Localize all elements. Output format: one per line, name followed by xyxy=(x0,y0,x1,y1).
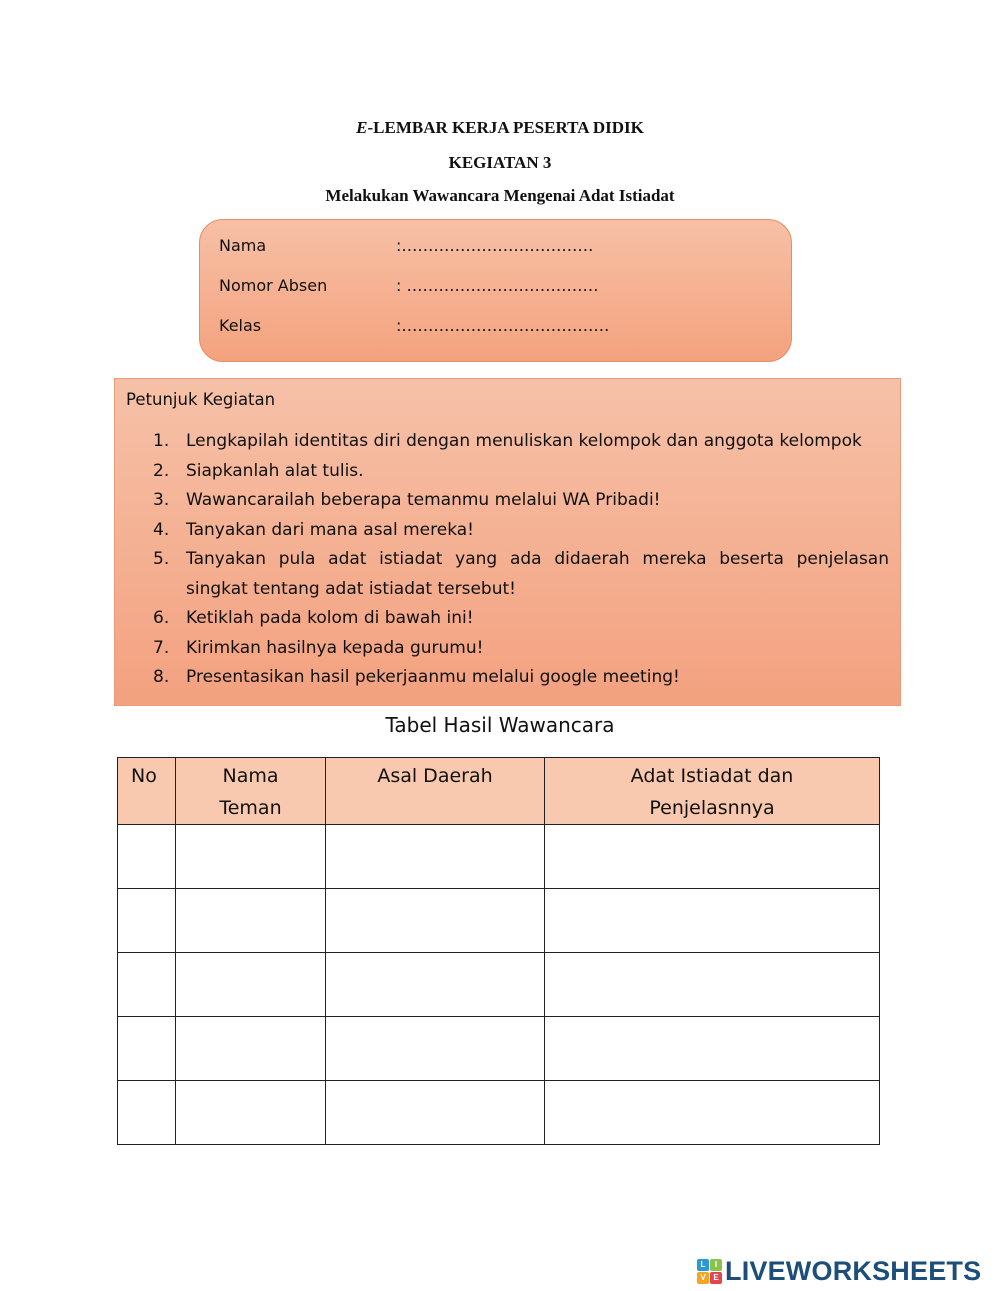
liveworksheets-logo-text: LIVEWORKSHEETS xyxy=(725,1255,982,1286)
table-row xyxy=(118,1017,880,1081)
logo-letter-e: E xyxy=(710,1272,722,1284)
cell-nama-teman[interactable] xyxy=(176,1081,326,1145)
instruction-item xyxy=(153,663,889,693)
instruction-text: Ketiklah pada kolom di bawah ini! xyxy=(186,608,474,628)
instruction-number: 8. xyxy=(153,667,170,687)
kelas-field[interactable]: :………………………………… xyxy=(396,316,610,335)
header-nama-teman xyxy=(176,758,326,825)
cell-nama-teman[interactable] xyxy=(176,889,326,953)
table-row xyxy=(118,825,880,889)
instruction-text: Tanyakan dari mana asal mereka! xyxy=(186,519,474,540)
cell-asal-daerah[interactable] xyxy=(326,953,545,1017)
identity-box xyxy=(199,219,792,362)
table-title: Tabel Hasil Wawancara xyxy=(385,713,615,737)
instruction-text: Kirimkan hasilnya kepada gurumu! xyxy=(186,637,484,658)
instruction-box xyxy=(114,378,901,706)
instruction-text: Wawancarailah beberapa temanmu melalui WA Pribadi! xyxy=(186,490,661,510)
header-line: Asal Daerah xyxy=(377,765,493,787)
interview-result-table xyxy=(117,757,880,1145)
table-row xyxy=(118,889,880,953)
header-line: Nama xyxy=(222,765,279,787)
cell-asal-daerah[interactable] xyxy=(326,1017,545,1081)
cell-no[interactable] xyxy=(118,825,176,889)
nama-label: Nama xyxy=(219,236,267,255)
cell-nama-teman[interactable] xyxy=(176,825,326,889)
instruction-item xyxy=(153,427,889,457)
table-row xyxy=(118,1081,880,1145)
activity-subtitle: Melakukan Wawancara Mengenai Adat Istiadat xyxy=(325,186,675,205)
header-line: Adat Istiadat dan xyxy=(630,765,794,787)
instruction-number: 5. xyxy=(153,549,170,569)
cell-no[interactable] xyxy=(118,1017,176,1081)
table-row xyxy=(118,953,880,1017)
header-line: Penjelasnnya xyxy=(649,797,775,819)
kelas-label: Kelas xyxy=(219,316,262,335)
title-italic-letter: E xyxy=(356,118,368,137)
instruction-heading: Petunjuk Kegiatan xyxy=(126,390,276,409)
instruction-number: 1. xyxy=(153,431,170,451)
instruction-number: 7. xyxy=(153,637,170,658)
liveworksheets-logo-icon xyxy=(697,1259,722,1284)
activity-label: KEGIATAN 3 xyxy=(448,153,552,172)
instruction-item xyxy=(153,545,889,604)
cell-adat-istiadat[interactable] xyxy=(545,1017,880,1081)
cell-asal-daerah[interactable] xyxy=(326,1081,545,1145)
header-line: Teman xyxy=(219,797,282,819)
table-header-row xyxy=(118,758,880,825)
cell-adat-istiadat[interactable] xyxy=(545,825,880,889)
cell-asal-daerah[interactable] xyxy=(326,825,545,889)
worksheet-title xyxy=(0,118,1000,138)
cell-adat-istiadat[interactable] xyxy=(545,953,880,1017)
identity-row-kelas xyxy=(219,316,609,335)
identity-row-absen xyxy=(219,276,598,295)
instruction-number: 3. xyxy=(153,490,170,510)
title-text: -LEMBAR KERJA PESERTA DIDIK xyxy=(367,118,644,137)
absen-field[interactable]: : ……………………………… xyxy=(396,276,599,295)
header-asal-daerah xyxy=(326,758,545,825)
instruction-text: Presentasikan hasil pekerjaanmu melalui google meeting! xyxy=(186,667,680,687)
header-line: No xyxy=(131,765,157,787)
instruction-item xyxy=(153,516,889,546)
instruction-list xyxy=(153,427,889,693)
absen-label: Nomor Absen xyxy=(219,276,328,295)
cell-no[interactable] xyxy=(118,1081,176,1145)
logo-letter-i: I xyxy=(710,1259,722,1271)
instruction-number: 6. xyxy=(153,608,170,628)
liveworksheets-logo[interactable] xyxy=(697,1255,981,1287)
cell-no[interactable] xyxy=(118,889,176,953)
header-no xyxy=(118,758,176,825)
instruction-text: Siapkanlah alat tulis. xyxy=(186,460,364,481)
instruction-item xyxy=(153,486,889,516)
logo-letter-l: L xyxy=(697,1259,709,1271)
instruction-number: 4. xyxy=(153,519,170,540)
cell-nama-teman[interactable] xyxy=(176,1017,326,1081)
cell-asal-daerah[interactable] xyxy=(326,889,545,953)
cell-nama-teman[interactable] xyxy=(176,953,326,1017)
nama-field[interactable]: :……………………………… xyxy=(396,236,594,255)
instruction-number: 2. xyxy=(153,460,170,481)
header-adat-istiadat xyxy=(545,758,880,825)
cell-adat-istiadat[interactable] xyxy=(545,889,880,953)
cell-adat-istiadat[interactable] xyxy=(545,1081,880,1145)
instruction-item xyxy=(153,457,889,487)
instruction-text: Tanyakan pula adat istiadat yang ada didaerah mereka beserta penjelasan singkat tentang adat istiadat tersebut! xyxy=(186,549,889,599)
instruction-item xyxy=(153,604,889,634)
instruction-item xyxy=(153,634,889,664)
cell-no[interactable] xyxy=(118,953,176,1017)
instruction-text: Lengkapilah identitas diri dengan menuliskan kelompok dan anggota kelompok xyxy=(186,431,862,451)
identity-row-nama xyxy=(219,236,593,255)
logo-letter-v: V xyxy=(697,1272,709,1284)
